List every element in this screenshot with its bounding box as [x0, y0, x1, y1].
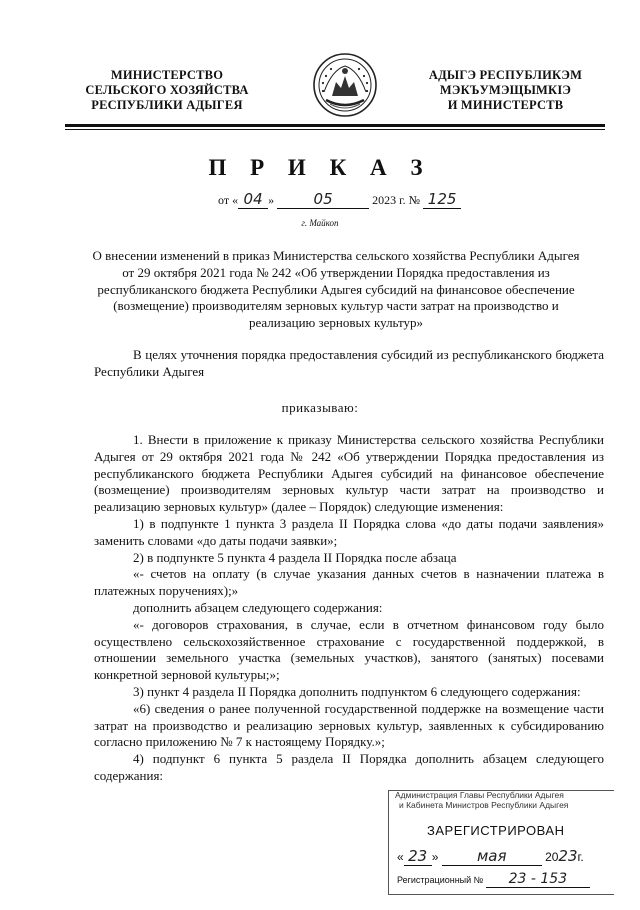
stamp-date-open: « [397, 850, 404, 864]
paragraph: «- счетов на оплату (в случае указания данных счетов в назначении платежа в платежных поручениях);» [94, 566, 604, 599]
city: г. Майкоп [301, 218, 339, 228]
stamp-date [397, 847, 584, 866]
document-title: П Р И К А З [208, 155, 432, 180]
date-quote-close: » [268, 193, 275, 207]
date-day: 04 [238, 190, 268, 209]
adygea-coat-of-arms-icon [312, 52, 378, 118]
paragraph: «- договоров страхования, в случае, если в отчетном финансовом году было осуществлено сельскохозяйственное страхование с государственной поддержкой, в отношении земельного участка (земельных участков), занятого (занятых) посевами конкретной зерновой культуры;»; [94, 616, 604, 683]
order-number: 125 [423, 190, 461, 209]
stamp-day: 23 [404, 847, 432, 866]
preamble-block [94, 347, 604, 381]
paragraph: дополнить абзацем следующего содержания: [133, 599, 383, 615]
stamp-month: мая [442, 847, 542, 866]
header-right-line-2: МЭКЪУМЭЩЫМКIЭ [439, 83, 572, 97]
stamp-registered-label: ЗАРЕГИСТРИРОВАН [427, 823, 565, 838]
order-word: приказываю: [281, 400, 359, 415]
header-divider-thin [65, 129, 605, 130]
header-divider-thick [65, 124, 605, 127]
header-left-line-2: СЕЛЬСКОГО ХОЗЯЙСТВА [85, 83, 249, 97]
order-dateline [218, 190, 461, 209]
stamp-authority-line-2: и Кабинета Министров Республики Адыгея [399, 800, 569, 810]
order-number-label: № [408, 193, 421, 207]
order-subject: О внесении изменений в приказ Министерства сельского хозяйства Республики Адыгея от 29 октября 2021 года № 242 «Об утверждении Порядка предоставления из республиканского бюджета Республики Адыгея субсидий на финансовое обеспечение (возмещение) производителям зерновых культур части затрат на производство и реализацию зерновых культур» [92, 248, 580, 331]
date-month: 05 [277, 190, 369, 209]
paragraph: 4) подпункт 6 пункта 5 раздела II Порядка дополнить абзацем следующего содержания: [94, 751, 604, 783]
date-year: 2023 г. [372, 193, 406, 207]
order-body [94, 432, 604, 785]
header-right-line-3: И МИНИСТЕРСТВ [447, 98, 564, 112]
ministry-name-russian [78, 68, 256, 113]
preamble: В целях уточнения порядка предоставления субсидий из республиканского бюджета Республики Адыгея [94, 347, 604, 379]
date-prefix: от « [218, 193, 239, 207]
header-left-line-1: МИНИСТЕРСТВО [110, 68, 224, 82]
paragraph: «6) сведения о ранее полученной государственной поддержке на возмещение части затрат на производство и реализацию зерновых культур, заявленных к субсидированию согласно приложению № 7 к настоящему Порядку.»; [94, 700, 604, 750]
stamp-authority-line-1: Администрация Главы Республики Адыгея [395, 790, 564, 800]
stamp-year: 23 [558, 847, 578, 865]
stamp-number: 23 - 153 [486, 871, 590, 888]
registration-stamp [388, 790, 614, 895]
stamp-registration-number [397, 871, 590, 888]
paragraph: 1) в подпункте 1 пункта 3 раздела II Порядка слова «до даты подачи заявления» заменить словами «до даты подачи заявки»; [94, 515, 604, 548]
header-left-line-3: РЕСПУБЛИКИ АДЫГЕЯ [91, 98, 243, 112]
paragraph: 3) пункт 4 раздела II Порядка дополнить подпунктом 6 следующего содержания: [133, 683, 581, 699]
ministry-name-adyghe [398, 68, 613, 113]
stamp-year-prefix: 20 [545, 850, 559, 864]
stamp-date-close: » [431, 850, 439, 864]
paragraph: 2) в подпункте 5 пункта 4 раздела II Порядка после абзаца [133, 549, 457, 565]
paragraph: 1. Внести в приложение к приказу Министерства сельского хозяйства Республики Адыгея от 29 октября 2021 года № 242 «Об утверждении Порядка предоставления из республиканского бюджета Республики Адыгея субсидий на финансовое обеспечение (возмещение) производителям зерновых культур части затрат на производство и реализацию зерновых культур» (далее – Порядок) следующие изменения: [94, 432, 604, 515]
header-right-line-1: АДЫГЭ РЕСПУБЛИКЭМ [428, 68, 583, 82]
stamp-year-suffix: г. [577, 850, 584, 864]
stamp-number-label: Регистрационный № [397, 875, 484, 885]
